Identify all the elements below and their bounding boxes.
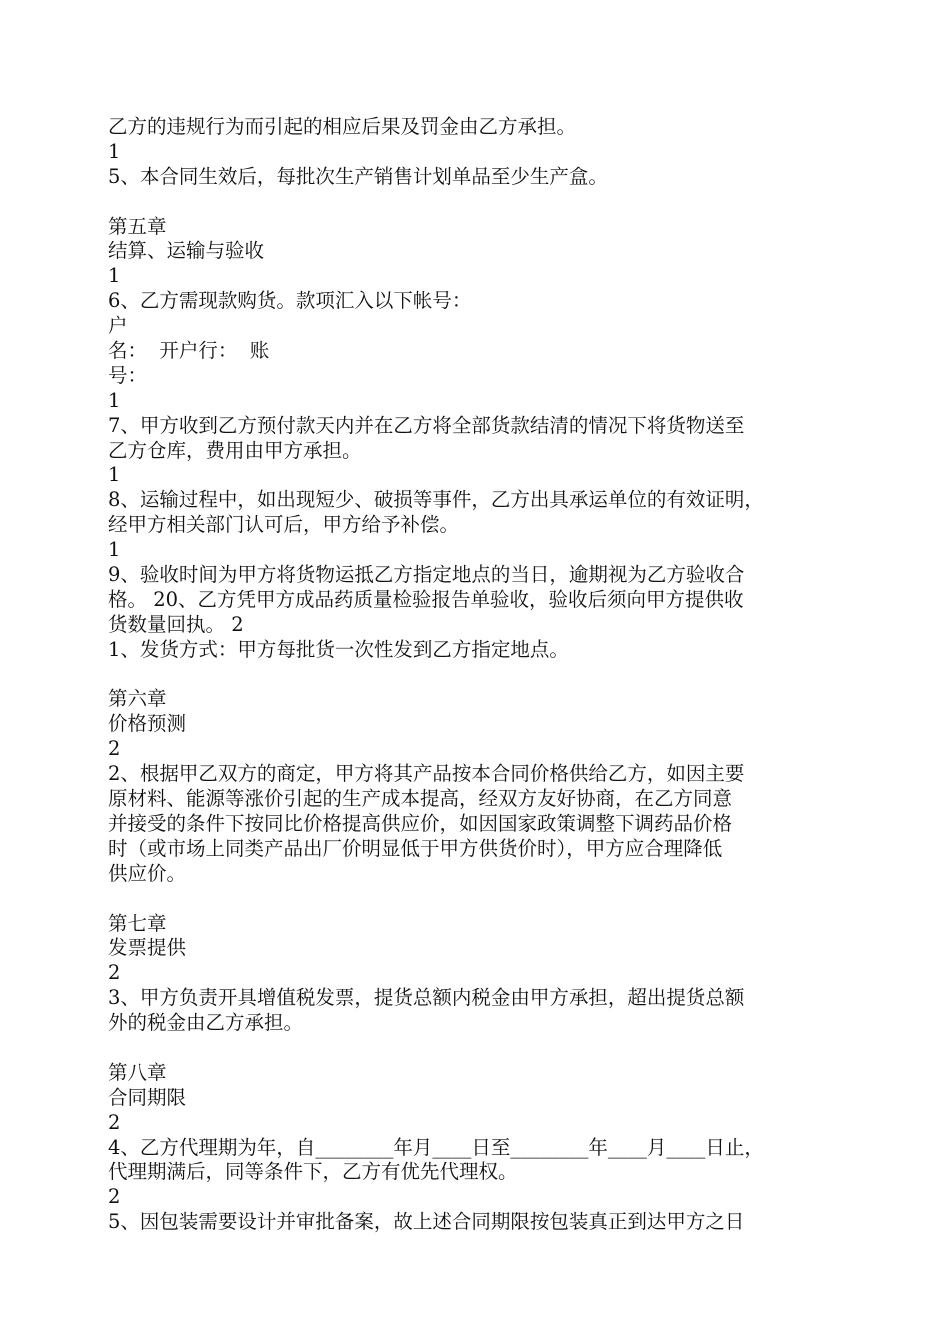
text-line: 格。 20、乙方凭甲方成品药质量检验报告单验收，验收后须向甲方提供收	[108, 587, 744, 611]
chapter-title: 发票提供	[108, 936, 187, 960]
page-number: 1	[108, 139, 121, 163]
chapter-heading: 第七章	[108, 911, 167, 935]
page-number: 2	[108, 961, 121, 985]
clause-5: 5、本合同生效后，每批次生产销售计划单品至少生产盒。	[108, 164, 608, 188]
chapter-title: 结算、运输与验收	[108, 239, 265, 263]
text-line: 时（或市场上同类产品出厂价明显低于甲方供货价时），甲方应合理降低	[108, 836, 723, 860]
text-line: 外的税金由乙方承担。	[108, 1011, 304, 1035]
clause-22: 2、根据甲乙双方的商定，甲方将其产品按本合同价格供给乙方，如因主要	[108, 762, 745, 786]
text-line: 原材料、能源等涨价引起的生产成本提高，经双方友好协商，在乙方同意	[108, 787, 733, 811]
text-line: 并接受的条件下按同比价格提高供应价，如因国家政策调整下调药品价格	[108, 811, 733, 835]
chapter-heading: 第八章	[108, 1060, 167, 1084]
clause-19: 9、验收时间为甲方将货物运抵乙方指定地点的当日，逾期视为乙方验收合	[108, 563, 745, 587]
text-line: 经甲方相关部门认可后，甲方给予补偿。	[108, 513, 460, 537]
text-line: 号：	[108, 363, 148, 387]
text-line: 乙方仓库，费用由甲方承担。	[108, 438, 362, 462]
page-number: 1	[108, 264, 121, 288]
text-line: 乙方的违规行为而引起的相应后果及罚金由乙方承担。	[108, 115, 577, 138]
page-number: 2	[108, 1110, 121, 1134]
text-line: 户	[108, 314, 128, 338]
spacer	[108, 887, 858, 912]
clause-23: 3、甲方负责开具增值税发票，提货总额内税金由甲方承担，超出提货总额	[108, 986, 745, 1010]
clause-21: 1、发货方式：甲方每批货一次性发到乙方指定地点。	[108, 637, 569, 661]
spacer	[108, 1036, 858, 1061]
clause-18: 8、运输过程中，如出现短少、破损等事件，乙方出具承运单位的有效证明，	[108, 488, 764, 512]
spacer	[108, 663, 858, 688]
clause-16: 6、乙方需现款购货。款项汇入以下帐号：	[108, 289, 472, 313]
page-number: 2	[108, 737, 121, 761]
document-body	[108, 115, 858, 1235]
text-line: 代理期满后，同等条件下，乙方有优先代理权。	[108, 1160, 518, 1184]
chapter-title: 价格预测	[108, 712, 187, 736]
clause-24: 4、乙方代理期为年，自________年月____日至________年____月____日止，	[108, 1135, 764, 1159]
chapter-title: 合同期限	[108, 1085, 187, 1109]
chapter-heading: 第五章	[108, 214, 167, 238]
spacer	[108, 190, 858, 215]
page-number: 1	[108, 538, 121, 562]
text-line: 供应价。	[108, 861, 187, 885]
clause-25: 5、因包装需要设计并审批备案，故上述合同期限按包装真正到达甲方之日	[108, 1210, 745, 1234]
page-number: 1	[108, 463, 121, 487]
page-number: 2	[108, 1185, 121, 1209]
page-number: 1	[108, 388, 121, 412]
text-line: 名： 开户行： 账	[108, 339, 270, 363]
chapter-heading: 第六章	[108, 687, 167, 711]
clause-17: 7、甲方收到乙方预付款天内并在乙方将全部货款结清的情况下将货物送至	[108, 413, 745, 437]
text-line: 货数量回执。 2	[108, 612, 244, 636]
